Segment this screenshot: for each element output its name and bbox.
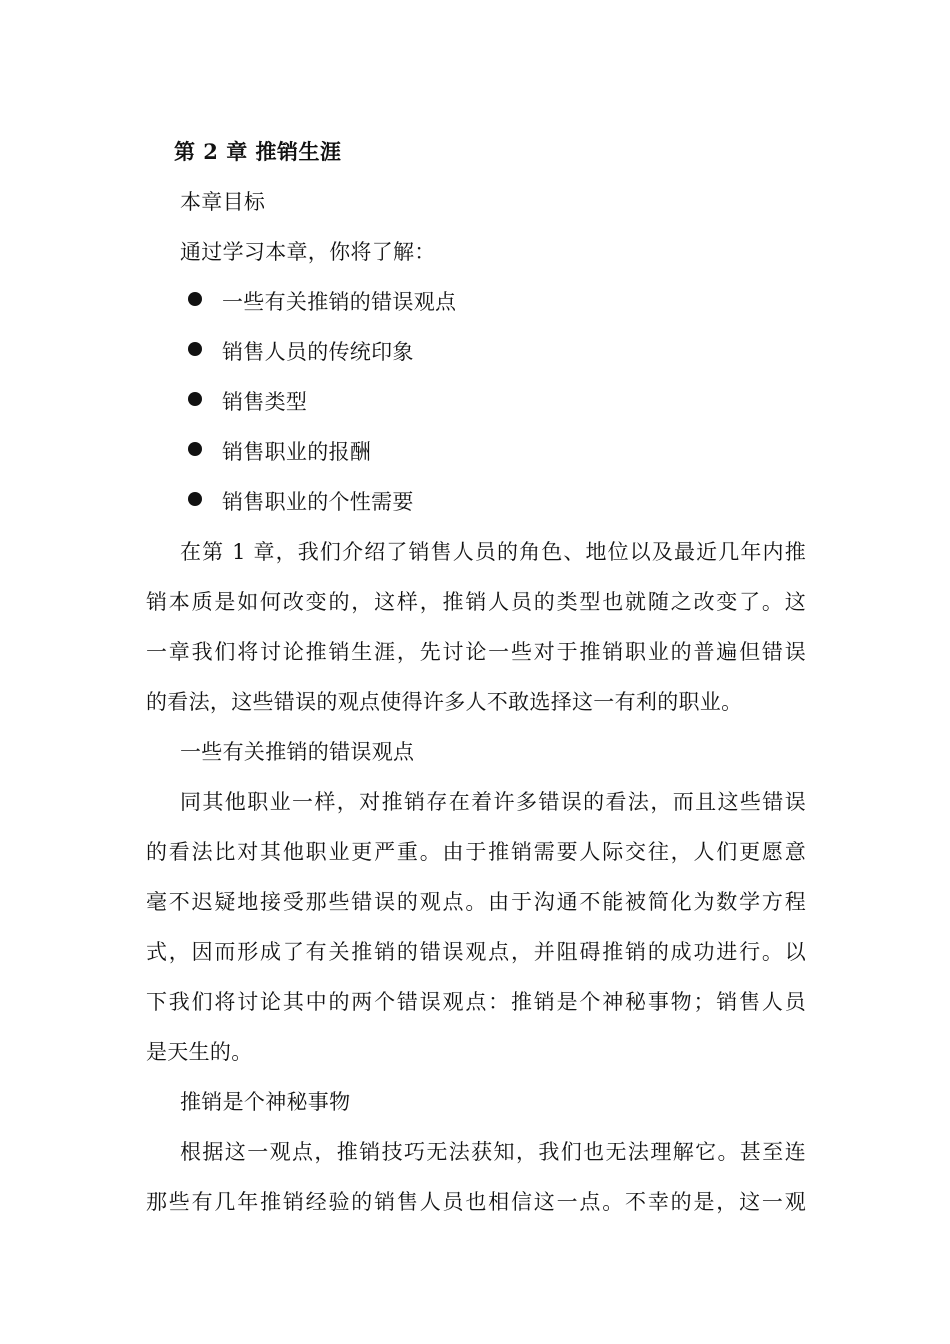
section-heading: 推销是个神秘事物: [180, 1090, 351, 1114]
objectives-heading: 本章目标: [180, 190, 266, 214]
bullet-icon: [188, 492, 202, 506]
bullet-icon: [188, 392, 202, 406]
list-item-text: 销售职业的报酬: [222, 440, 372, 464]
paragraph-line: 一章我们将讨论推销生涯，先讨论一些对于推销职业的普遍但错误: [146, 640, 806, 664]
chapter-title: 第 2 章 推销生涯: [174, 139, 342, 164]
list-item-text: 销售人员的传统印象: [222, 340, 414, 364]
paragraph-line: 下我们将讨论其中的两个错误观点：推销是个神秘事物；销售人员: [146, 990, 806, 1014]
bullet-icon: [188, 342, 202, 356]
paragraph-line: 是天生的。: [146, 1040, 253, 1064]
section-heading: 一些有关推销的错误观点: [180, 740, 415, 764]
bullet-icon: [188, 292, 202, 306]
paragraph-line: 式，因而形成了有关推销的错误观点，并阻碍推销的成功进行。以: [146, 940, 806, 964]
paragraph-line: 那些有几年推销经验的销售人员也相信这一点。不幸的是，这一观: [146, 1190, 806, 1214]
list-item-text: 销售类型: [222, 390, 308, 414]
list-item-text: 一些有关推销的错误观点: [222, 290, 457, 314]
paragraph-line: 在第 1 章，我们介绍了销售人员的角色、地位以及最近几年内推: [180, 540, 806, 564]
list-item-text: 销售职业的个性需要: [222, 490, 414, 514]
bullet-icon: [188, 442, 202, 456]
paragraph-line: 毫不迟疑地接受那些错误的观点。由于沟通不能被简化为数学方程: [146, 890, 806, 914]
paragraph-line: 销本质是如何改变的，这样，推销人员的类型也就随之改变了。这: [146, 590, 806, 614]
paragraph-line: 的看法比对其他职业更严重。由于推销需要人际交往，人们更愿意: [146, 840, 806, 864]
paragraph-line: 根据这一观点，推销技巧无法获知，我们也无法理解它。甚至连: [180, 1140, 806, 1164]
objectives-intro: 通过学习本章，你将了解：: [180, 240, 436, 264]
paragraph-line: 同其他职业一样，对推销存在着许多错误的看法，而且这些错误: [180, 790, 806, 814]
paragraph-line: 的看法，这些错误的观点使得许多人不敢选择这一有利的职业。: [146, 690, 743, 714]
